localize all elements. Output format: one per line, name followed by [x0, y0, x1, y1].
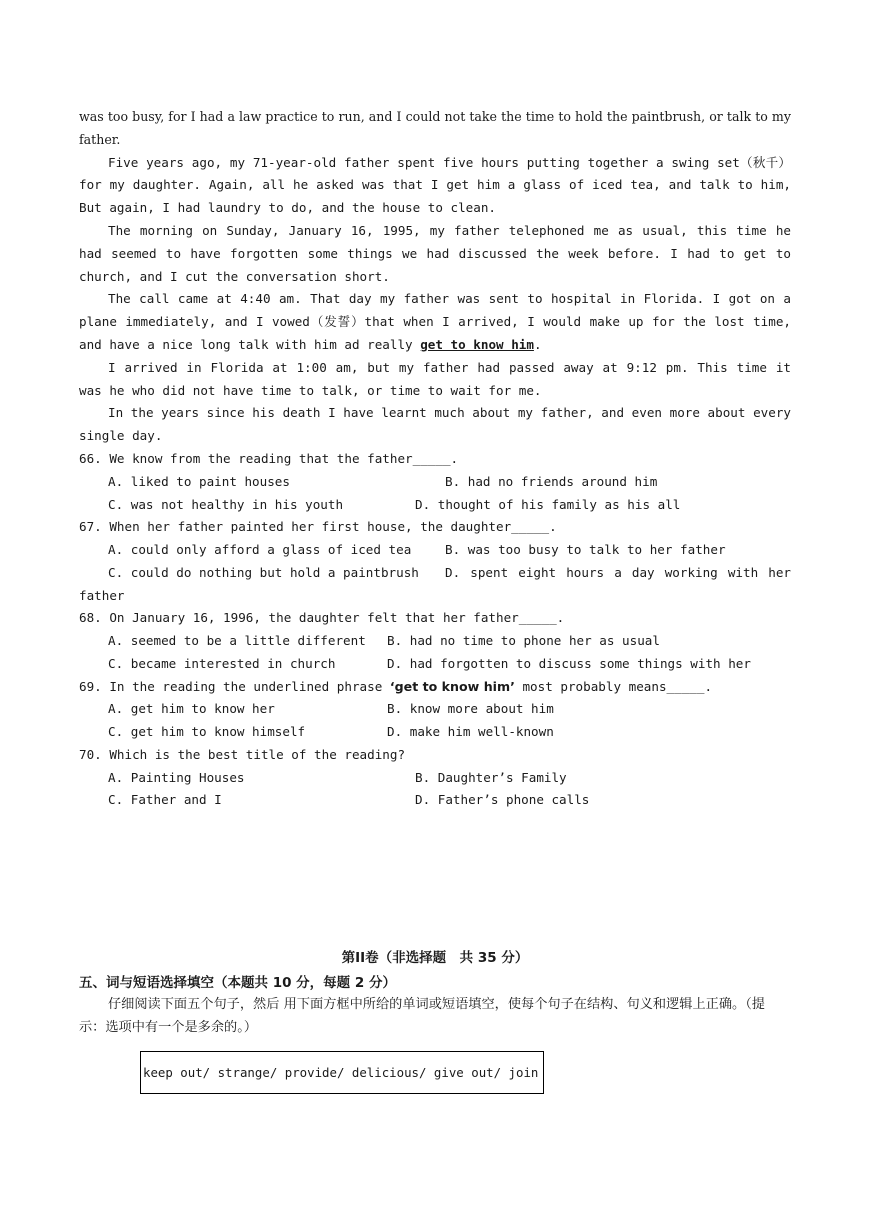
- paragraph-4-end: .: [533, 336, 542, 352]
- question-68-stem: 68. On January 16, 1996, the daughter felt that her father_____.: [79, 610, 565, 625]
- section-5-title: 五、词与短语选择填空（本题共 10 分，每题 2 分）: [79, 975, 396, 991]
- reading-passage: [79, 106, 791, 448]
- part-2-title: 第II卷（非选择题 共 35 分）: [341, 950, 529, 966]
- question-67-stem: 67. When her father painted her first house, the daughter_____.: [79, 519, 557, 534]
- question-67-option-d[interactable]: D. spent eight hours a day working with her: [445, 565, 791, 580]
- passage-paragraph-1: was too busy, for I had a law practice to run, and I could not take the time to hold the paintbrush, or talk to my father.: [79, 109, 791, 147]
- word-bank-box: keep out/ strange/ provide/ delicious/ give out/ join: [140, 1051, 544, 1094]
- passage-paragraph-5: I arrived in Florida at 1:00 am, but my father had passed away at 9:12 pm. This time it was he who did not have time to talk, or time to wait for me.: [79, 359, 791, 398]
- question-66-option-b[interactable]: B. had no friends around him: [445, 474, 658, 489]
- question-68-option-a[interactable]: A. seemed to be a little different: [108, 633, 366, 648]
- question-69-stem-start: 69. In the reading the underlined phrase: [79, 679, 390, 694]
- passage-paragraph-6: In the years since his death I have learnt much about my father, and even more about every single day.: [79, 405, 791, 444]
- question-68-option-c[interactable]: C. became interested in church: [108, 656, 336, 671]
- question-67-option-b[interactable]: B. was too busy to talk to her father: [445, 542, 726, 557]
- question-66-option-c[interactable]: C. was not healthy in his youth: [108, 497, 344, 512]
- paragraph-4-text: The call came at 4:40 am. That day my father was sent to hospital in Florida. I got on a plane immediately, and I vowed（发誓）that when I arrived, I would make up for the lost time, and have a nice long talk with him ad really: [79, 291, 791, 352]
- question-69-phrase: ‘get to know him’: [389, 679, 515, 694]
- question-70-option-c[interactable]: C. Father and I: [108, 792, 222, 807]
- question-69-option-c[interactable]: C. get him to know himself: [108, 724, 306, 739]
- question-70-option-a[interactable]: A. Painting Houses: [108, 770, 245, 785]
- question-69-stem: [79, 676, 791, 698]
- section-5-instructions: 仔细阅读下面五个句子，然后 用下面方框中所给的单词或短语填空，使每个句子在结构、句义和逻辑上正确。（提示：选项中有一个是多余的。）: [79, 997, 765, 1035]
- underlined-phrase: get to know him: [420, 336, 534, 352]
- question-67-option-a[interactable]: A. could only afford a glass of iced tea: [108, 542, 412, 557]
- question-68-option-d[interactable]: D. had forgotten to discuss some things with her: [387, 656, 751, 671]
- question-67-option-d-continued: father: [79, 588, 125, 603]
- question-66-stem: 66. We know from the reading that the father_____.: [79, 451, 459, 466]
- question-69-option-a[interactable]: A. get him to know her: [108, 701, 275, 716]
- question-69-option-d[interactable]: D. make him well-known: [387, 724, 554, 739]
- question-69-stem-end: most probably means_____.: [514, 679, 713, 694]
- question-66-option-a[interactable]: A. liked to paint houses: [108, 474, 290, 489]
- passage-paragraph-3: The morning on Sunday, January 16, 1995, my father telephoned me as usual, this time he had seemed to have forgotten some things we had discussed the week before. I had to get to church, and I cut the conversation short.: [79, 222, 791, 284]
- question-68-option-b[interactable]: B. had no time to phone her as usual: [387, 633, 660, 648]
- question-69-option-b[interactable]: B. know more about him: [387, 701, 554, 716]
- passage-paragraph-4: [79, 288, 791, 356]
- question-70-option-d[interactable]: D. Father’s phone calls: [415, 792, 590, 807]
- question-70-option-b[interactable]: B. Daughter’s Family: [415, 770, 567, 785]
- question-70-stem: 70. Which is the best title of the reading?: [79, 747, 406, 762]
- question-66-option-d[interactable]: D. thought of his family as his all: [415, 497, 681, 512]
- question-67-option-c[interactable]: C. could do nothing but hold a paintbrush: [108, 565, 419, 580]
- passage-paragraph-2: Five years ago, my 71-year-old father spent five hours putting together a swing set（秋千）for my daughter. Again, all he asked was that I get him a glass of iced tea, and talk to him, But again, I had laundry to do, and the house to clean.: [79, 154, 791, 216]
